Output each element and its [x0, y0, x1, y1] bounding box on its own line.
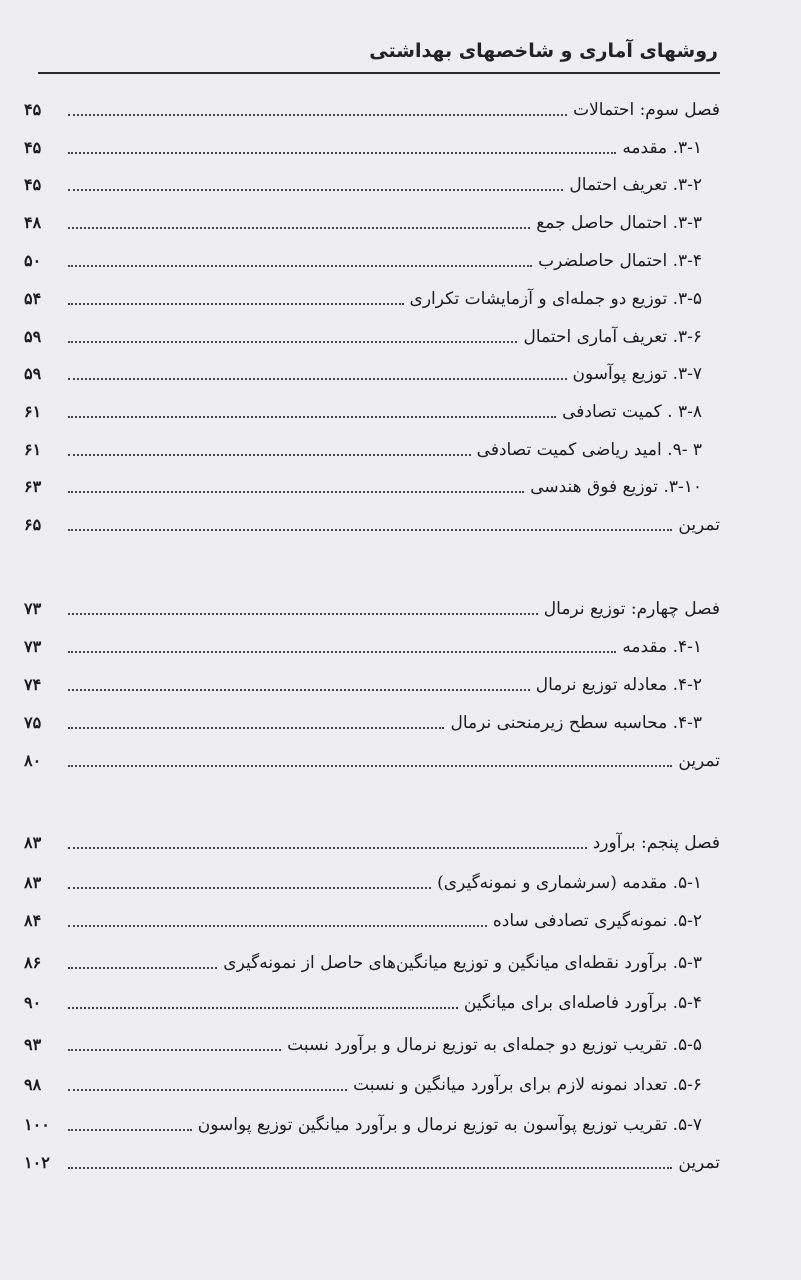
- toc-page-number: ۷۴: [24, 675, 42, 694]
- toc-entry-title: ۳-۳. احتمال حاصل جمع: [536, 213, 702, 233]
- toc-leader-dots: [68, 727, 444, 729]
- header-rule: [38, 72, 720, 74]
- toc-section-entry: [24, 244, 720, 274]
- toc-leader-dots: [68, 1049, 281, 1051]
- toc-entry-title: ۵-۳. برآورد نقطه‌ای میانگین و توزیع میانگین‌های حاصل از نمونه‌گیری: [223, 953, 702, 973]
- toc-page-number: ۹۳: [24, 1035, 42, 1054]
- toc-leader-dots: [68, 416, 556, 418]
- toc-leader-dots: [68, 529, 672, 531]
- toc-page-number: ۴۸: [24, 213, 42, 232]
- toc-leader-dots: [68, 1007, 458, 1009]
- toc-leader-dots: [68, 887, 431, 889]
- toc-entry-title: ۵-۲. نمونه‌گیری تصادفی ساده: [492, 911, 702, 931]
- toc-entry-title: ۵-۴. برآورد فاصله‌ای برای میانگین: [463, 993, 702, 1013]
- toc-section-entry: [24, 320, 720, 350]
- toc-chapter-entry: [24, 592, 720, 622]
- toc-entry-title: ۴-۱. مقدمه: [622, 637, 702, 657]
- toc-leader-dots: [68, 491, 524, 493]
- running-header: [38, 40, 718, 62]
- toc-section-entry: [24, 1108, 720, 1138]
- toc-leader-dots: [68, 765, 672, 767]
- toc-entry-title: تمرین: [678, 515, 720, 535]
- toc-page-number: ۱۰۰: [24, 1115, 50, 1134]
- toc-page-number: ۵۴: [24, 289, 42, 308]
- toc-page-number: ۴۵: [24, 100, 42, 119]
- toc-section-entry: [24, 395, 720, 425]
- toc-leader-dots: [68, 341, 517, 343]
- toc-entry-title: فصل پنجم: برآورد: [592, 833, 720, 853]
- toc-entry-title: فصل چهارم: توزیع نرمال: [543, 599, 720, 619]
- toc-page-number: ۶۱: [24, 440, 42, 459]
- toc-page-number: ۶۳: [24, 477, 42, 496]
- toc-page-number: ۸۳: [24, 833, 42, 852]
- toc-section-entry: [24, 668, 720, 698]
- toc-page-number: ۵۰: [24, 251, 42, 270]
- toc-entry-title: ۵-۱. مقدمه (سرشماری و نمونه‌گیری): [437, 873, 702, 893]
- toc-page-number: ۶۱: [24, 402, 42, 421]
- toc-entry-title: ۴-۳. محاسبه سطح زیرمنحنی نرمال: [450, 713, 702, 733]
- toc-entry-title: ۳-۷. توزیع پوآسون: [572, 364, 702, 384]
- toc-section-entry: [24, 168, 720, 198]
- toc-entry-title: ۳-۴. احتمال حاصلضرب: [538, 251, 702, 271]
- toc-section-entry: [24, 470, 720, 500]
- toc-entry-title: ۳-۱. مقدمه: [622, 138, 702, 158]
- toc-page-number: ۵۹: [24, 327, 42, 346]
- toc-page-number: ۸۰: [24, 751, 42, 770]
- toc-entry-title: ۵-۵. تقریب توزیع دو جمله‌ای به توزیع نرمال و برآورد نسبت: [287, 1035, 702, 1055]
- toc-leader-dots: [68, 189, 563, 191]
- toc-entry-title: تمرین: [678, 1153, 720, 1173]
- toc-section-entry: [24, 904, 720, 934]
- toc-entry-title: ۳ -۹. امید ریاضی کمیت تصادفی: [476, 440, 702, 460]
- toc-page-number: ۷۳: [24, 599, 42, 618]
- toc-leader-dots: [68, 613, 538, 615]
- toc-section-entry: [24, 986, 720, 1016]
- toc-section-entry: [24, 706, 720, 736]
- toc-section-entry: [24, 357, 720, 387]
- toc-leader-dots: [68, 847, 587, 849]
- toc-page-number: ۴۵: [24, 138, 42, 157]
- toc-chapter-entry: [24, 93, 720, 123]
- toc-entry-title: ۵-۶. تعداد نمونه لازم برای برآورد میانگین و نسبت: [353, 1075, 702, 1095]
- toc-leader-dots: [68, 454, 471, 456]
- toc-leader-dots: [68, 1089, 347, 1091]
- toc-leader-dots: [68, 114, 567, 116]
- toc-leader-dots: [68, 303, 404, 305]
- toc-chapter-entry: [24, 1146, 720, 1176]
- toc-leader-dots: [68, 265, 532, 267]
- toc-leader-dots: [68, 152, 616, 154]
- toc-leader-dots: [68, 1129, 192, 1131]
- toc-section-entry: [24, 282, 720, 312]
- toc-entry-title: ۳-۶. تعریف آماری احتمال: [523, 327, 702, 347]
- toc-entry-title: ۳-۲. تعریف احتمال: [569, 175, 702, 195]
- toc-entry-title: ۵-۷. تقریب توزیع پوآسون به توزیع نرمال و برآورد میانگین توزیع پواسون: [197, 1115, 702, 1135]
- toc-leader-dots: [68, 227, 530, 229]
- toc-section-entry: [24, 946, 720, 976]
- toc-section-entry: [24, 131, 720, 161]
- toc-leader-dots: [68, 689, 530, 691]
- toc-chapter-entry: [24, 508, 720, 538]
- toc-section-entry: [24, 206, 720, 236]
- toc-leader-dots: [68, 925, 487, 927]
- toc-leader-dots: [68, 378, 567, 380]
- toc-page-number: ۹۸: [24, 1075, 42, 1094]
- toc-leader-dots: [68, 1167, 672, 1169]
- toc-page-number: ۷۳: [24, 637, 42, 656]
- toc-page-number: ۸۶: [24, 953, 42, 972]
- toc-page-number: ۸۴: [24, 911, 42, 930]
- toc-page-number: ۱۰۲: [24, 1153, 50, 1172]
- toc-chapter-entry: [24, 744, 720, 774]
- toc-entry-title: ۳-۸ . کمیت تصادفی: [562, 402, 702, 422]
- toc-page-number: ۸۳: [24, 873, 42, 892]
- header-title: روشهای آماری و شاخصهای بهداشتی: [369, 40, 718, 62]
- toc-page-number: ۹۰: [24, 993, 42, 1012]
- toc-entry-title: تمرین: [678, 751, 720, 771]
- toc-section-entry: [24, 1028, 720, 1058]
- toc-leader-dots: [68, 967, 217, 969]
- toc-leader-dots: [68, 651, 616, 653]
- toc-entry-title: ۴-۲. معادله توزیع نرمال: [535, 675, 702, 695]
- toc-page-number: ۶۵: [24, 515, 42, 534]
- toc-page-number: ۷۵: [24, 713, 42, 732]
- toc-section-entry: [24, 433, 720, 463]
- toc-entry-title: ۳-۱۰. توزیع فوق هندسی: [530, 477, 702, 497]
- toc-page-number: ۵۹: [24, 364, 42, 383]
- toc-entry-title: فصل سوم: احتمالات: [573, 100, 720, 120]
- toc-section-entry: [24, 630, 720, 660]
- toc-entry-title: ۳-۵. توزیع دو جمله‌ای و آزمایشات تکراری: [409, 289, 702, 309]
- toc-page-number: ۴۵: [24, 175, 42, 194]
- toc-section-entry: [24, 866, 720, 896]
- toc-chapter-entry: [24, 826, 720, 856]
- toc-section-entry: [24, 1068, 720, 1098]
